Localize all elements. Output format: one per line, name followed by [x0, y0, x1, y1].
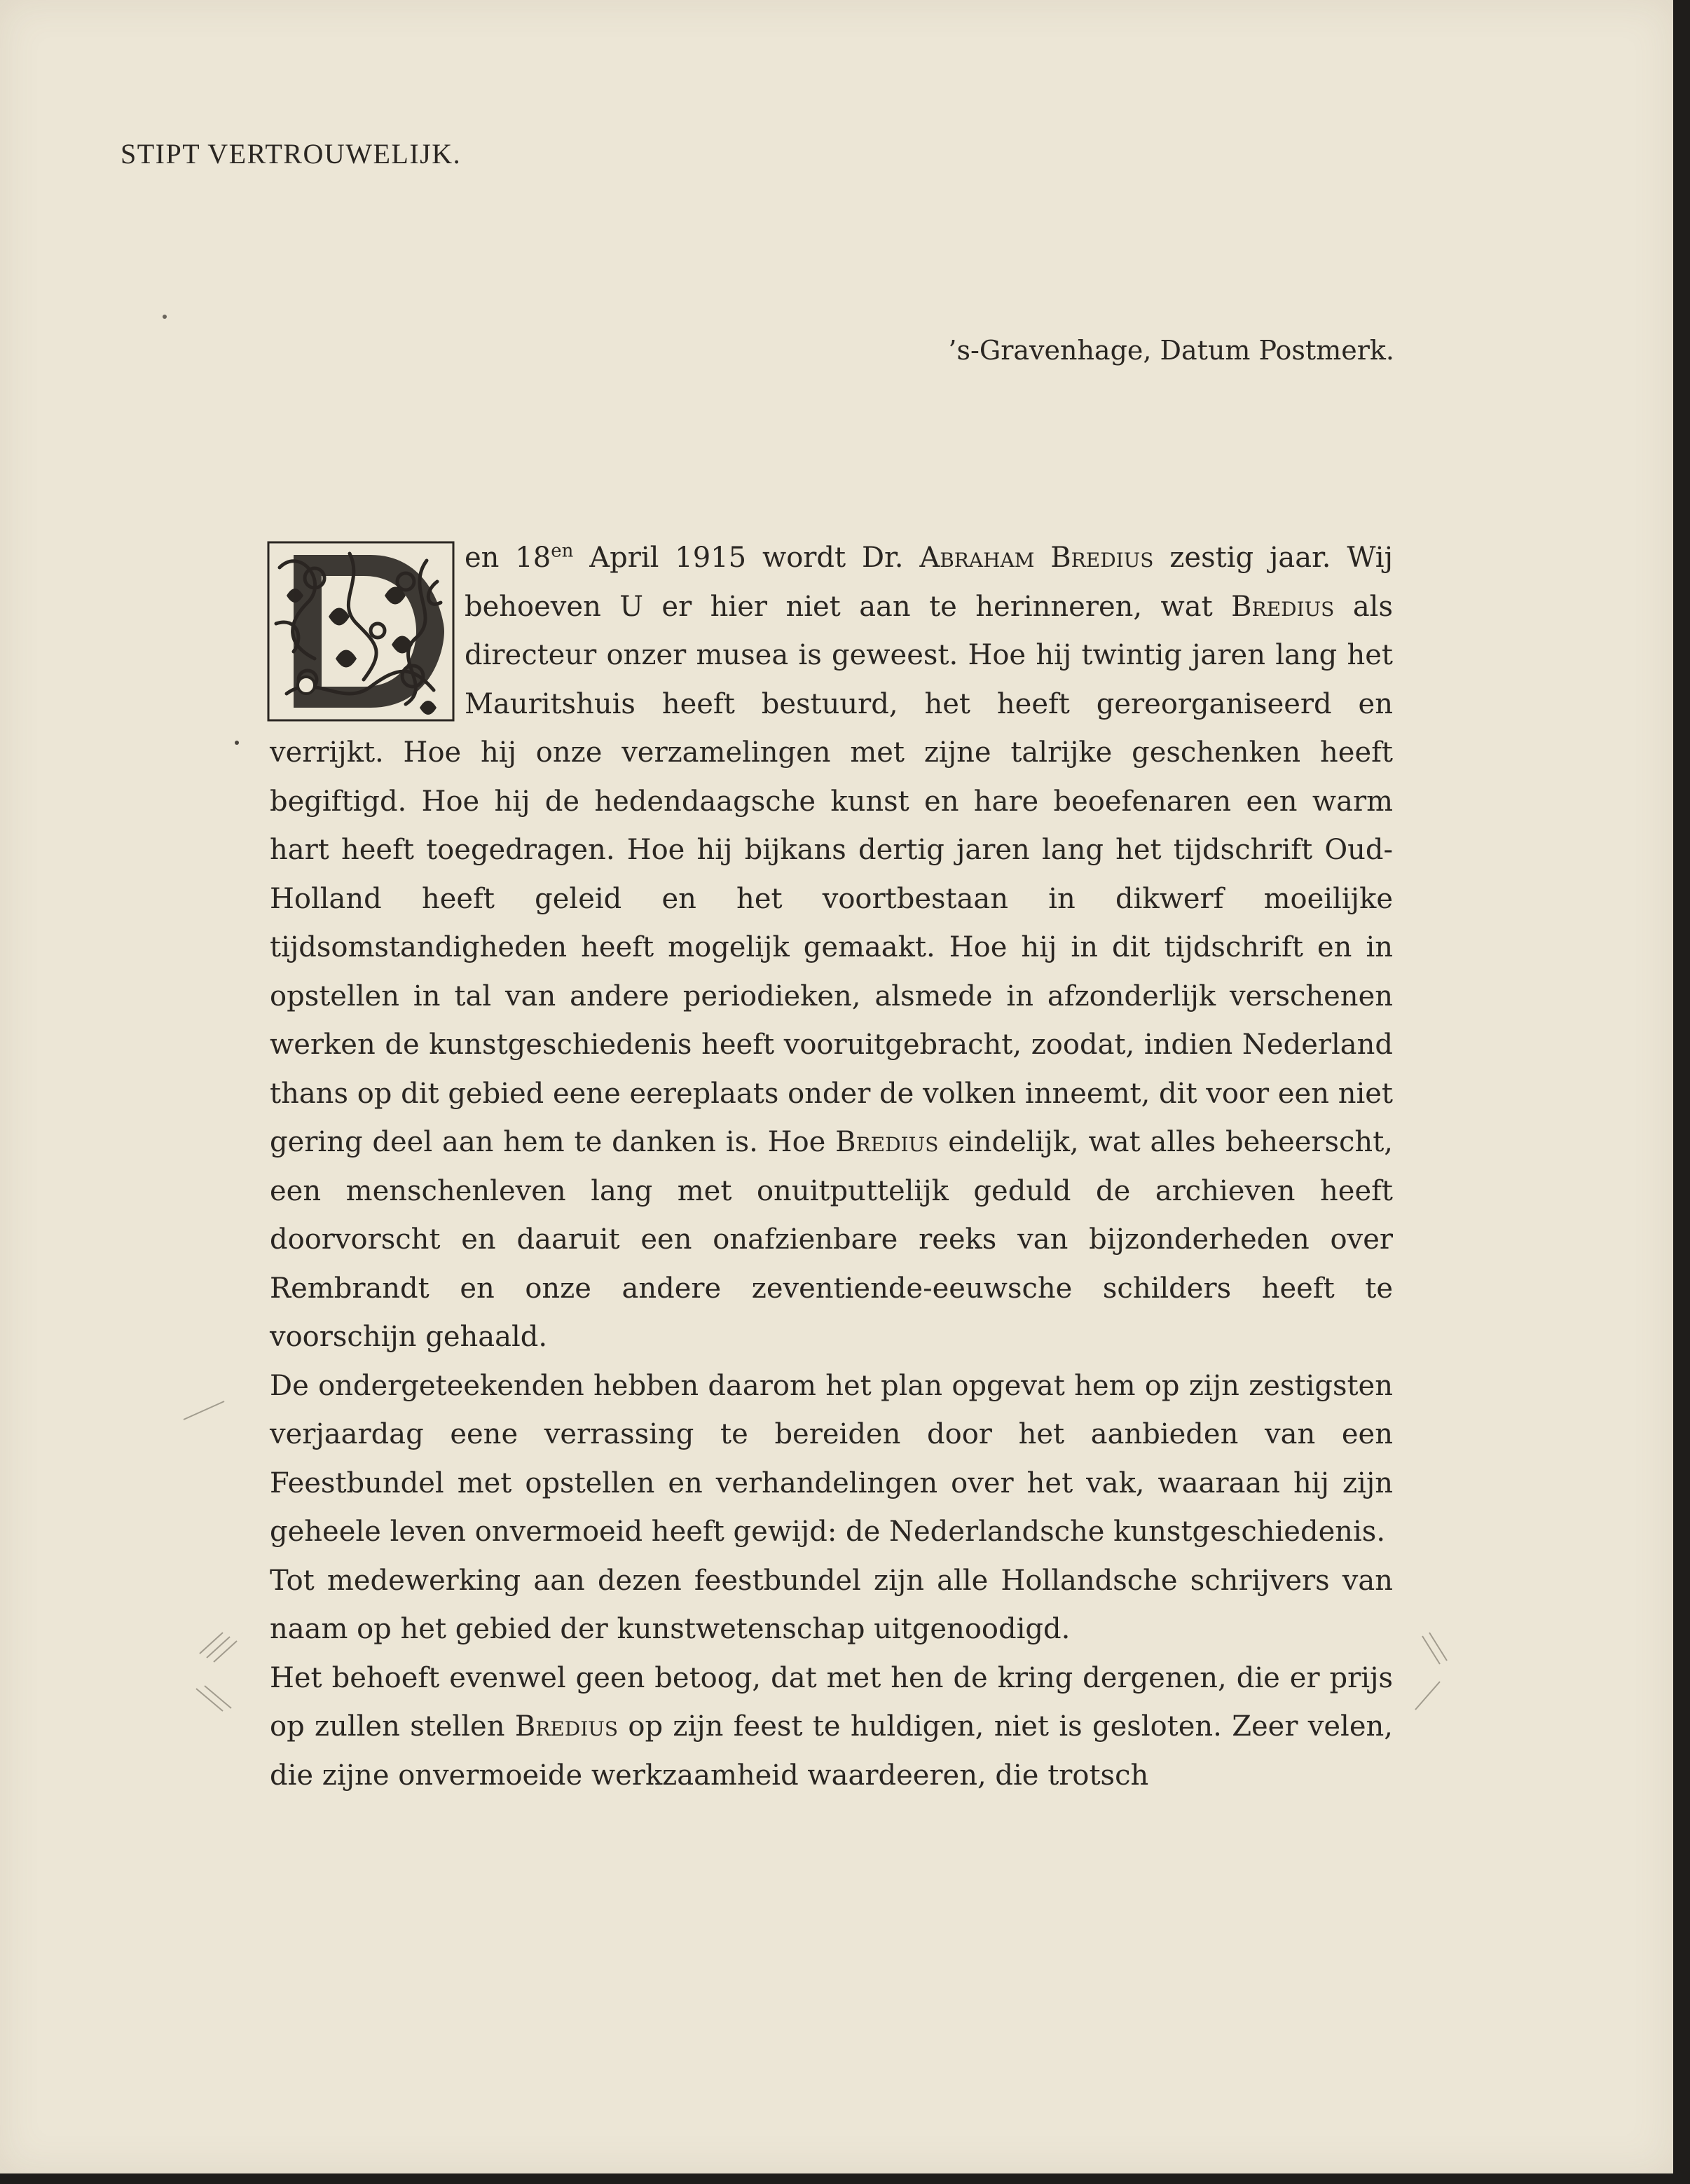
decorated-initial-d — [266, 540, 456, 723]
letter-body — [270, 534, 1393, 1800]
scan-edge-bottom — [0, 2173, 1690, 2184]
paragraph-1: en $18^{en}$ April 1915 wordt Dr. Abraham Bredius zestig jaar. Wij behoeven U er hier niet aan te herinneren, wat Bredius als directeur onzer musea is geweest. Hoe hij twintig jaren lang het Mauritshuis heeft bestuurd, het heeft gereorganiseerd en verrijkt. Hoe hij onze verzamelingen met zijne talrijke geschenken heeft begiftigd. Hoe hij de hedendaagsche kunst en hare beoefenaren een warm hart heeft toegedragen. Hoe hij bijkans dertig jaren lang het tijdschrift Oud-Holland heeft geleid en het voortbestaan in dikwerf moeilijke tijdsomstandigheden heeft mogelijk gemaakt. Hoe hij in dit tijdschrift en in opstellen in tal van andere periodieken, alsmede in afzonderlijk verschenen werken de kunstgeschiedenis heeft vooruitgebracht, zoodat, indien Nederland thans op dit gebied eene eereplaats onder de volken inneemt, dit voor een niet gering deel aan hem te danken is. Hoe Bredius eindelijk, wat alles beheerscht, een menschenleven lang met onuitputtelijk geduld de archieven heeft doorvorscht en daaruit een onafzienbare reeks van bijzonderheden over Rembrandt en onze andere zeventiende-eeuwsche schilders heeft te voorschijn gehaald. — [270, 534, 1393, 1362]
dateline: ’s-Gravenhage, Datum Postmerk. — [948, 335, 1394, 366]
paragraph-2: De ondergeteekenden hebben daarom het plan opgevat hem op zijn zestigsten verjaardag eene verrassing te bereiden door het aanbieden van een Feestbundel met opstellen en verhandelingen over het vak, waaraan hij zijn geheele leven onvermoeid heeft gewijd: de Nederlandsche kunstgeschiedenis. — [270, 1369, 1393, 1548]
name-bredius: Bredius — [1231, 590, 1335, 623]
name-abraham-bredius: Abraham Bredius — [919, 542, 1154, 574]
paragraph-3: Tot medewerking aan dezen feestbundel zijn alle Hollandsche schrijvers van naam op het gebied der kunstwetenschap uitgenoodigd. — [270, 1564, 1393, 1645]
name-bredius: Bredius — [514, 1710, 619, 1743]
paragraph-4: Het behoeft evenwel geen betoog, dat met hen de kring dergenen, die er prijs op zullen stellen Bredius op zijn feest te huldigen, niet is gesloten. Zeer velen, die zijne onvermoeide werkzaamheid waardeeren, die trotsch — [270, 1661, 1394, 1792]
confidential-header: STIPT VERTROUWELIJK. — [121, 138, 462, 170]
name-bredius: Bredius — [835, 1126, 939, 1158]
scan-edge-right — [1673, 0, 1690, 2184]
